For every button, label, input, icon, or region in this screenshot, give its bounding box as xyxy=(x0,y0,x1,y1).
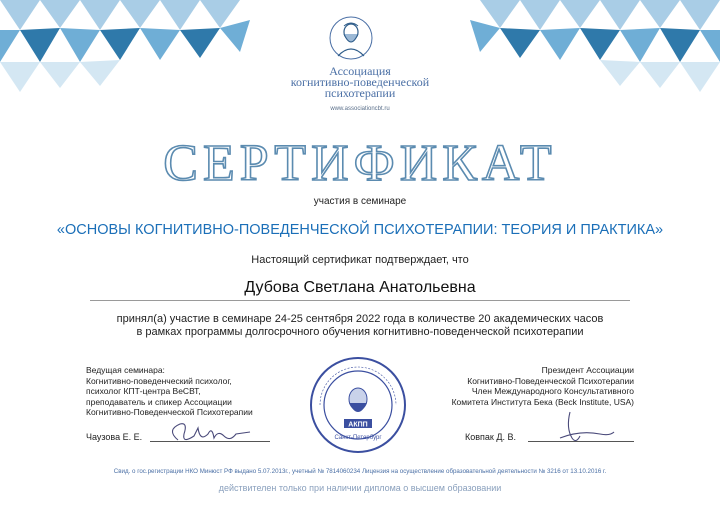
instructor-line: преподаватель и спикер Ассоциации xyxy=(86,396,232,407)
participation-line-1: принял(а) участие в семинаре 24-25 сентября 2022 года в количестве 20 академических часов xyxy=(116,313,604,325)
seal-center-text: АКПП xyxy=(348,421,368,429)
organization-name-line-3: психотерапии xyxy=(324,86,396,100)
president-name: Ковпак Д. В. xyxy=(465,432,516,442)
seminar-title: «ОСНОВЫ КОГНИТИВНО-ПОВЕДЕНЧЕСКОЙ ПСИХОТЕРАПИИ: ТЕОРИЯ И ПРАКТИКА» xyxy=(56,222,664,238)
certificate-title xyxy=(140,130,580,192)
recipient-underline xyxy=(90,300,630,301)
organization-website: www.associationcbt.ru xyxy=(330,106,390,112)
organization-seal xyxy=(308,355,408,455)
president-line: Комитета Института Бека (Beck Institute, USA) xyxy=(451,396,634,407)
validity-note: действителен только при наличии диплома о высшем образовании xyxy=(218,483,502,493)
president-line: Член Международного Консультативного xyxy=(471,386,634,396)
certificate-subtitle: участия в семинаре xyxy=(313,196,407,207)
instructor-line: Когнитивно-поведенческий психолог, xyxy=(86,375,232,386)
instructor-line: Ведущая семинара: xyxy=(86,365,165,375)
organization-name-line-1: Ассоциация xyxy=(329,64,391,78)
instructor-line: психолог КПТ-центра ВеСВТ, xyxy=(86,386,201,396)
certificate-title-text: СЕРТИФИКАТ xyxy=(163,135,557,192)
seal-city-text: Санкт-Петербург xyxy=(334,435,382,441)
portrait-logo-icon xyxy=(329,16,373,60)
registration-info: Свид. о гос.регистрации НКО Минюст РФ выдано 5.07.2013г., учетный № 7814060234 Лицензия на осуществление образовательной деятельности № 3216 от 13.10.2016 г. xyxy=(113,468,607,475)
president-line: Когнитивно-Поведенческой Психотерапии xyxy=(467,375,634,386)
president-block xyxy=(430,365,634,407)
participation-text xyxy=(0,313,720,339)
instructor-signature xyxy=(160,416,260,450)
instructor-line: Когнитивно-Поведенческой Психотерапии xyxy=(86,407,253,417)
organization-name xyxy=(230,66,490,99)
recipient-name: Дубова Светлана Анатольевна xyxy=(244,279,476,296)
instructor-name: Чаузова Е. Е. xyxy=(86,432,143,442)
instructor-block xyxy=(86,365,296,418)
participation-line-2: в рамках программы долгосрочного обучения когнитивно-поведенческой психотерапии xyxy=(136,326,584,338)
confirmation-text: Настоящий сертификат подтверждает, что xyxy=(251,254,469,266)
president-signature xyxy=(540,408,620,448)
president-line: Президент Ассоциации xyxy=(541,365,634,375)
organization-name-line-2: когнитивно-поведенческой xyxy=(290,75,430,89)
